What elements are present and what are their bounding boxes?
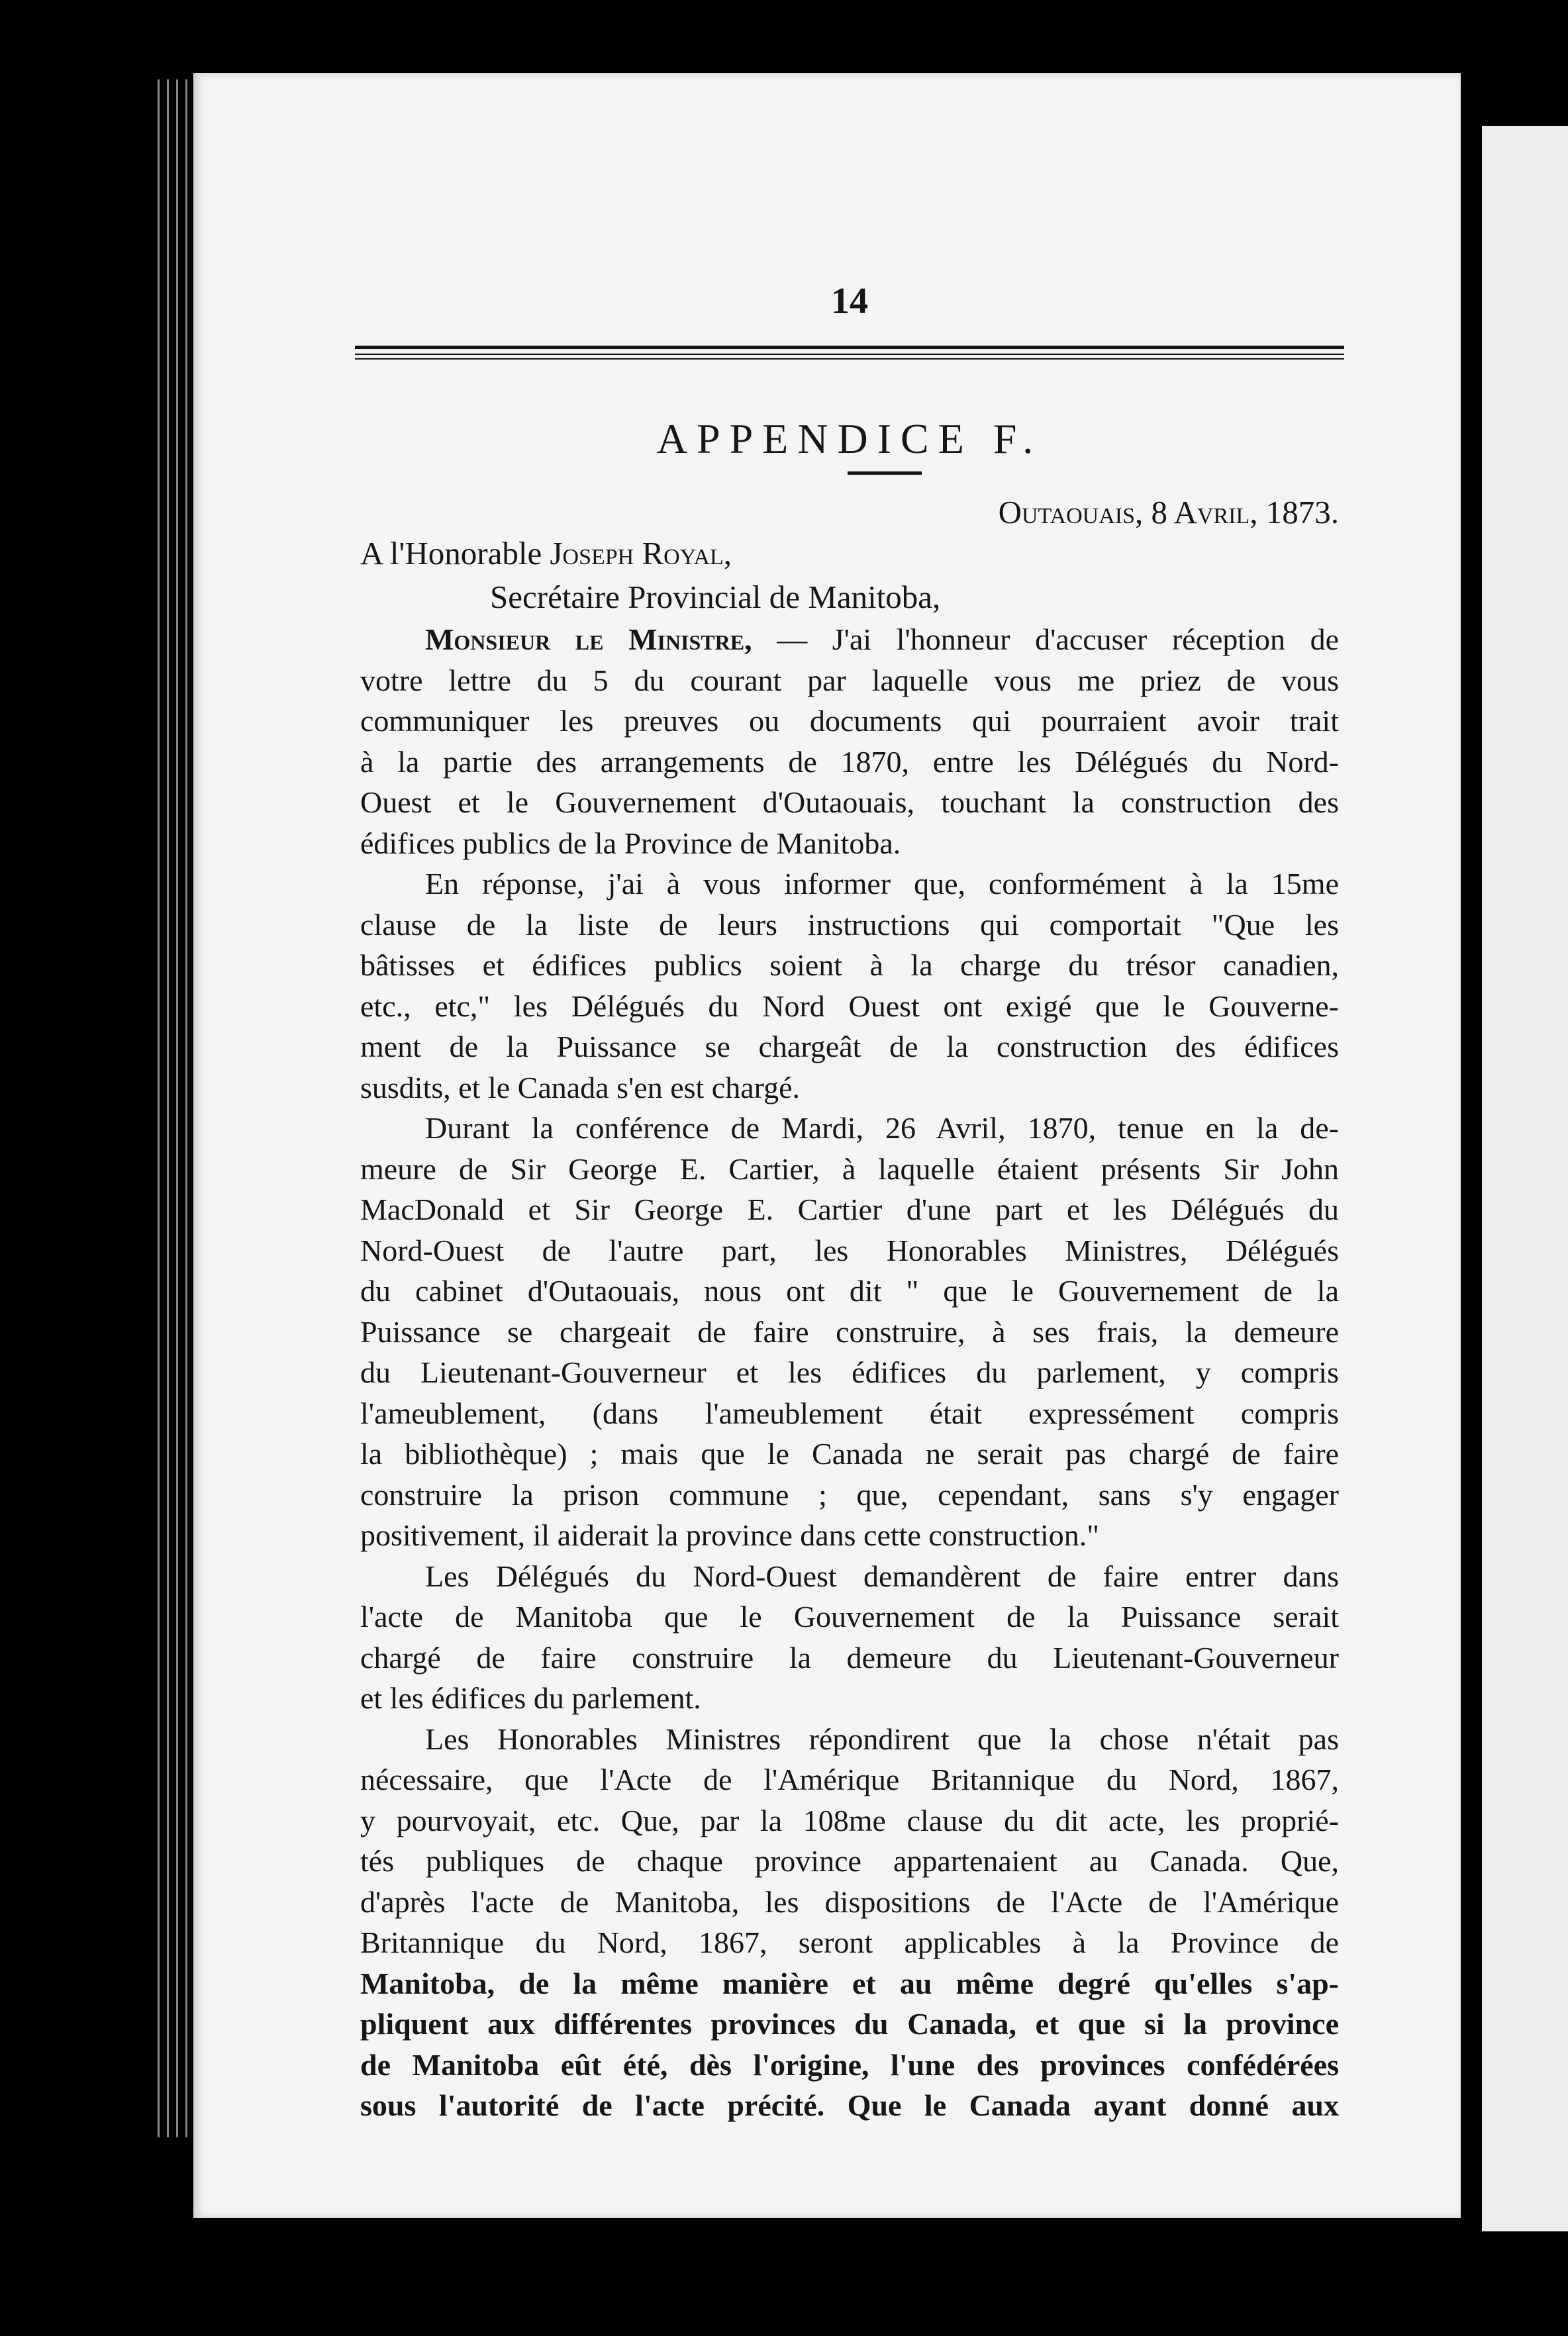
body-line: meure de Sir George E. Cartier, à laquelle étaient présents Sir John xyxy=(360,1151,1339,1186)
body-line: MacDonald et Sir George E. Cartier d'une part et les Délégués du xyxy=(360,1192,1339,1226)
body-line: Les Délégués du Nord-Ouest demandèrent de faire entrer dans xyxy=(425,1559,1339,1593)
body-line: l'ameublement, (dans l'ameublement était expressément compris xyxy=(360,1396,1339,1430)
body-line: la bibliothèque) ; mais que le Canada ne serait pas chargé de faire xyxy=(360,1437,1339,1471)
body-line: et les édifices du parlement. xyxy=(360,1681,701,1715)
heading-divider xyxy=(848,471,922,475)
page-stack-edge xyxy=(176,79,178,2137)
salutation: Monsieur le Ministre, xyxy=(425,622,752,656)
addressee-prefix: A l'Honorable xyxy=(360,535,550,571)
page-stack-edge xyxy=(167,79,169,2137)
body-line: etc., etc," les Délégués du Nord Ouest ont exigé que le Gouverne- xyxy=(360,989,1339,1023)
facing-page-strip xyxy=(1482,126,1568,2231)
body-line: clause de la liste de leurs instructions qui comportait "Que les xyxy=(360,907,1339,942)
dateline: Outaouais, 8 Avril, 1873. xyxy=(998,494,1339,530)
body-line: Britannique du Nord, 1867, seront applicables à la Province de xyxy=(360,1925,1339,1959)
body-line: Nord-Ouest de l'autre part, les Honorables Ministres, Délégués xyxy=(360,1233,1339,1267)
addressee-line xyxy=(360,532,732,575)
body-line: du Lieutenant-Gouverneur et les édifices du parlement, y compris xyxy=(360,1355,1339,1389)
body-line: Les Honorables Ministres répondirent que la chose n'était pas xyxy=(425,1722,1339,1756)
page-stack-edge xyxy=(185,79,187,2137)
header-rule xyxy=(355,358,1344,360)
body-line: En réponse, j'ai à vous informer que, conformément à la 15me xyxy=(425,867,1339,900)
addressee-name: Joseph Royal, xyxy=(550,535,732,571)
body-line: Ouest et le Gouvernement d'Outaouais, touchant la construction des xyxy=(360,785,1339,819)
body-line: nécessaire, que l'Acte de l'Amérique Britannique du Nord, 1867, xyxy=(360,1763,1339,1796)
page-stack-edge xyxy=(158,79,160,2137)
body-line: à la partie des arrangements de 1870, entre les Délégués du Nord- xyxy=(360,744,1339,779)
body-line: l'acte de Manitoba que le Gouvernement de la Puissance serait xyxy=(360,1600,1339,1633)
body-line: Puissance se chargeait de faire construire, à ses frais, la demeure xyxy=(360,1314,1339,1349)
body-line: pliquent aux différentes provinces du Canada, et que si la province xyxy=(360,2007,1339,2041)
body-line: chargé de faire construire la demeure du Lieutenant-Gouverneur xyxy=(360,1640,1339,1675)
header-rule xyxy=(355,354,1344,355)
body-line: d'après l'acte de Manitoba, les dispositions de l'Acte de l'Amérique xyxy=(360,1884,1339,1919)
appendix-heading: APPENDICE F. xyxy=(656,414,1043,462)
body-line: bâtisses et édifices publics soient à la charge du trésor canadien, xyxy=(360,948,1339,982)
body-line: Durant la conférence de Mardi, 26 Avril, 1870, tenue en la de- xyxy=(425,1111,1339,1145)
body-line: Monsieur le Ministre, — J'ai l'honneur d'accuser réception de xyxy=(425,622,1339,656)
addressee-title: Secrétaire Provincial de Manitoba, xyxy=(490,579,941,615)
body-line: tés publiques de chaque province appartenaient au Canada. Que, xyxy=(360,1844,1339,1878)
page-number: 14 xyxy=(831,281,868,322)
body-line: ment de la Puissance se chargeât de la construction des édifices xyxy=(360,1030,1339,1063)
body-line: construire la prison commune ; que, cependant, sans s'y engager xyxy=(360,1477,1339,1512)
body-line: susdits, et le Canada s'en est chargé. xyxy=(360,1070,801,1104)
header-rule xyxy=(355,346,1344,349)
letter-body xyxy=(360,619,1339,2126)
body-line: du cabinet d'Outaouais, nous ont dit " que le Gouvernement de la xyxy=(360,1274,1339,1308)
body-line: votre lettre du 5 du courant par laquelle vous me priez de vous xyxy=(360,663,1339,697)
body-line: communiquer les preuves ou documents qui pourraient avoir trait xyxy=(360,704,1339,738)
body-line: positivement, il aiderait la province dans cette construction." xyxy=(360,1518,1100,1552)
body-line: édifices publics de la Province de Manitoba. xyxy=(360,826,901,860)
body-line: y pourvoyait, etc. Que, par la 108me clause du dit acte, les proprié- xyxy=(360,1803,1339,1837)
body-line: de Manitoba eût été, dès l'origine, l'une des provinces confédérées xyxy=(360,2047,1339,2082)
body-line: sous l'autorité de l'acte précité. Que le Canada ayant donné aux xyxy=(360,2088,1339,2122)
body-line: Manitoba, de la même manière et au même degré qu'elles s'ap- xyxy=(360,1966,1339,2000)
document-page xyxy=(193,73,1461,2218)
